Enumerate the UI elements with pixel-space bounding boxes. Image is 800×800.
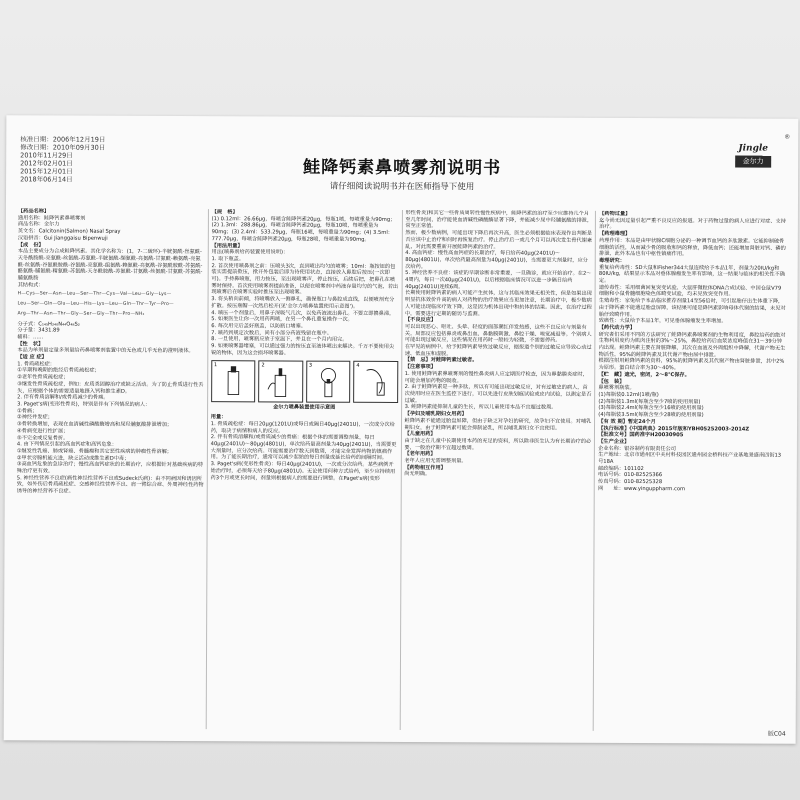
section-heading: 【禁 忌】对鲑降钙素过敏者。 bbox=[404, 357, 478, 364]
body-paragraph: 3. Paget's病(变形性骨炎)：每日40μg(2401U)，一次或分次给药。某些病例开始治疗时，必须每天给予80μg(4801U)。无论使用何种方式给药，至少应持续用药3个月或更长时间，剂量则根据病人的需要进行调整。在Paget's病(变形 bbox=[210, 461, 396, 482]
spray-device-icon bbox=[259, 362, 302, 402]
body-paragraph: 遗传毒性：采用细菌回复突变试验、大鼠肝微粒体DNA合成试验、中国仓鼠V79细胞和小鼠骨髓细胞染色体畸变试验，均未见致突变作用。 bbox=[598, 284, 782, 298]
body-paragraph: 本品为单剂量定量多剂量给药鼻喷雾剂装置中的无色或几乎无色的澄明液体。 bbox=[17, 347, 194, 355]
body-paragraph: 长期使用鲑降钙素的病人可能产生抗体，这与其临床效果无相关性，但是如果出现明显抗体效价升高的病人对药物的治疗效果应当更加注意，长期治疗中，极少数病人可能出现临床疗效下降，这是因为机体出现中和抗体的结果。因此，在治疗过程中，需要进行定期的随访与监测。 bbox=[404, 290, 592, 317]
content-columns bbox=[13, 208, 789, 731]
body-paragraph: 2. 伴有骨质溶解和/或骨质减少的骨痛：根据个体的需要调整剂量，每日40μg(2401U)～80μg(4801U)，单次给药量高剂量为40μg(2401U)，当需要更大剂量时，应分次给药。可能需要治疗数天到数周，才能完全发挥药物的镇痛作用。为了能长期治疗，通常可以减少起始的每日剂量或延长给药的间隔时间。 bbox=[210, 434, 397, 462]
body-paragraph: 5. 神经营养不良症：该症的早期诊断非常重要，一旦确诊，就应开始治疗。在2～4周内，每日一次40μg(2401U)，以后根据临床情况可以进一步隔日给药40μg(2401U)连续6周。 bbox=[405, 270, 592, 291]
nasal-spray-usage-figure bbox=[211, 361, 398, 404]
body-paragraph: 鲑降钙素不能通过胎盘屏障，但由于缺乏对孕妇的研究，故孕妇不宜使用。对哺乳期妇女，由于鲑降钙素可能会抑制泌乳，所以哺乳期妇女不宜使用。 bbox=[404, 417, 592, 432]
body-paragraph: ③继发性骨质疏松症，例如：皮质类固醇治疗或缺乏活动。为了防止骨质进行性丢失，应根据个体的需要适量地摄入钙和维生素D。 bbox=[17, 381, 204, 395]
revision-date: 2010年11月29日 bbox=[20, 151, 73, 160]
section-heading: 毒理研究： bbox=[598, 257, 625, 264]
body-paragraph: (1)每瓶装0.12ml(1喷/瓶) bbox=[598, 391, 659, 399]
section-heading: 【贮 藏】遮光，密闭，2～8℃保存。 bbox=[598, 371, 690, 379]
amino-acid-sequence: Arg—Thr—Asn—Thr—Gly—Ser—Gly—Thr—Pro—NH₂ bbox=[17, 311, 145, 317]
section-heading: 【儿童用药】 bbox=[404, 431, 436, 438]
body-paragraph: 分子式：C₁₄₅H₂₄₀N₄₄O₄₈S₂ bbox=[17, 320, 80, 328]
column-2 bbox=[206, 209, 402, 730]
spray-device-icon bbox=[212, 362, 255, 402]
body-paragraph: 鼻喷雾剂瓶装。 bbox=[598, 385, 635, 392]
body-paragraph: 可以出现恶心、呕吐、头晕、轻度的面部潮红伴发热感，这些不良反应与剂量有关。局部反应包括鼻炎或鼻出血、鼻黏膜刺激、鼻腔干燥、嗅觉减退等。个别病人可能出现过敏反应，这些情况在用药时一般较为轻微，不需要停药。 bbox=[404, 323, 592, 345]
body-paragraph: ①骨痛； bbox=[17, 408, 38, 415]
revision-date: 核准日期：2006年12月19日 bbox=[20, 135, 106, 144]
section-heading: 【包 装】 bbox=[598, 378, 625, 385]
section-heading: 【性 状】 bbox=[17, 340, 44, 348]
document-subtitle: 请仔细阅读说明书并在医师指导下使用 bbox=[329, 181, 475, 193]
body-paragraph: 药理作用：本品是由甲状腺C细胞分泌的一种调节血钙的多肽激素。它能抑制破骨细胞的活性，从而减少骨的吸收和钙的释放，降低血钙；还能增加肾脏对钙、磷的排泄，此外本品也有中枢性镇痛作用。 bbox=[599, 237, 786, 258]
body-paragraph: ④骨病变进行性扩展； bbox=[16, 428, 69, 435]
figure-step-number: 2 bbox=[261, 362, 265, 369]
section-heading: 【药品名称】 bbox=[17, 208, 50, 215]
figure-step-2 bbox=[258, 361, 303, 403]
section-heading: 【批准文号】国药准字H20030905 bbox=[598, 432, 684, 439]
section-heading: 【生产企业】 bbox=[598, 438, 630, 445]
body-paragraph: 形性骨炎)和其它一些骨质周转性慢性疾病中，鲑降钙素的治疗至少应维持几个月至几年时间，治疗能使血清碱性磷酸酶显著下降，并能减少尿中羟脯氨酸的排泄，常至正常值。 bbox=[405, 210, 593, 230]
body-paragraph: 电话号码：010-82525366 bbox=[598, 472, 663, 479]
body-paragraph: (2)每瓶装1.3ml(每瓶含至少7喷的使用剂量) bbox=[598, 398, 701, 405]
figure-step-number: 3 bbox=[308, 363, 313, 370]
body-paragraph: 3. 鲑降钙素能抑制儿童的生长，所以儿童使用本品不宜超过数周。 bbox=[404, 404, 557, 412]
amino-acid-sequence: Leu—Ser—Gln—Glu—Leu—His—Lys—Leu—Gln—Thr—Tyr—Pro— bbox=[17, 301, 174, 308]
spray-device-icon bbox=[354, 362, 397, 402]
page-code: 版C04 bbox=[767, 730, 786, 738]
body-paragraph: ③骨转换增加，表现在血清碱性磷酸酶增高和尿羟脯氨酸排泄增加； bbox=[17, 421, 173, 429]
body-paragraph: 其结构式： bbox=[17, 282, 44, 289]
section-heading: 【有 效 期】暂定24个月 bbox=[598, 418, 656, 425]
section-heading: 【执行标准】《中国药典》2015年版和YBH05252003-2014Z bbox=[598, 425, 750, 433]
body-paragraph: ②神经并发症； bbox=[17, 414, 53, 421]
body-paragraph: 企业名称：银谷制药有限责任公司 bbox=[598, 445, 677, 452]
body-paragraph: 1. 骨质疏松症：每日20μg(1201U)或每日或隔日40μg(2401U)，一次或分次给药，取决于病情和病人的反应。 bbox=[210, 421, 395, 435]
section-heading: 【注意事项】 bbox=[404, 364, 436, 371]
body-paragraph: 尚无明确。 bbox=[404, 471, 431, 478]
section-heading: 【不良反应】 bbox=[404, 317, 437, 324]
body-paragraph: 网 址：www.yinguppharm.com bbox=[597, 485, 686, 493]
body-paragraph: 通用名称：鲑降钙素鼻喷雾剂 bbox=[17, 215, 86, 222]
body-paragraph: ②甲状旁腺机能亢进，缺乏活动或维生素D中毒； bbox=[16, 454, 130, 462]
body-paragraph: 研究者们采用不同的方法研究了鲑降钙素鼻喷雾剂的生物利用度，鼻腔给药的绝对生物利用度约为肌肉注射的3%～25%，鼻腔给药后血浆浓度峰值在31～39分钟内出现。鲑降钙素主要在肾脏降解，其次在血液及外周组织中降解，代谢产物无生物活性，95%的鲑降钙素及其代谢产物由尿中排泄。 bbox=[598, 331, 786, 359]
leaflet-paper bbox=[4, 115, 799, 743]
body-paragraph: (4)每瓶装3.5ml(每瓶含至少28喷的使用剂量) bbox=[598, 411, 704, 419]
figure-caption: 金尔力喷鼻装置使用示意图 bbox=[273, 404, 336, 412]
section-heading: 【药理毒理】 bbox=[599, 230, 631, 238]
body-paragraph: 分子量：3431.89 bbox=[17, 327, 60, 334]
body-paragraph: 英文名：Calcitonin(Salmon) Nasal Spray bbox=[17, 228, 121, 235]
body-paragraph: ①继发性乳癌、肺或肾癌、骨髓瘤和其它恶性疾病的肿瘤性骨溶解； bbox=[16, 448, 173, 455]
logo-chinese: 金尔力 bbox=[735, 155, 771, 167]
body-paragraph: 在罕见的病例中，给予鲑降钙素导致过敏反应，据报道个别的过敏反应导致心动过速、低血压和虚脱。 bbox=[404, 344, 592, 357]
body-paragraph: 9. 如果喷雾器堵塞，可以通过强力的按压直至液体喷出来解决。千万不要使用尖锐的物体，因为这会损坏喷雾器。 bbox=[211, 343, 395, 357]
body-paragraph: ②老年性骨质疏松症； bbox=[17, 374, 69, 381]
amino-acid-sequence: H—Cys—Ser—Asn—Leu—Ser—Thr—Cys—Val—Leu—Gly—Lys— bbox=[17, 291, 172, 298]
revision-date: 2012年02月01日 bbox=[20, 159, 73, 168]
body-paragraph: 用法(喷鼻剂给药装置使用说明)： bbox=[211, 249, 289, 256]
body-paragraph: (1) 0.12ml：26.66μg，每喷含鲑降钙素20μg，每瓶1喷，每喷重量为90mg；(2) 1.3ml：288.86μg，每喷含鲑降钙素20μg，每瓶10喷，每喷重量为90mg；(3) 2.4ml：533.29μg，每瓶16喷，每喷重量为90mg；(4) 3.5ml：777.70μg，每喷含鲑降钙素20μg，每瓶28喷，每喷重量为90mg。 bbox=[211, 215, 396, 243]
body-paragraph: 7. 喷药到规定次数后，尚有小部分药液残留在瓶中。 bbox=[211, 329, 332, 337]
body-paragraph: 1. 骨质疏松症： bbox=[17, 361, 56, 368]
body-paragraph: 3. 将头稍向前倾，将喷嘴放入一侧鼻孔，确保瓶口与鼻腔成直线，以便喷剂充分扩散。按压瓶帽一次然后松开(见'金尔力喷鼻装置使用示意图')。 bbox=[211, 296, 395, 310]
body-paragraph: 然而，极少数病例，可能出现下降后再次升高，医生必须根据临床表现作出判断是否应该中止治疗和何时再恢复治疗。停止治疗后一或几个月可以再次发生骨代谢紊乱，对此需要重新开展鲑降钙素的治疗。 bbox=[405, 230, 593, 250]
section-heading: 【规 格】 bbox=[211, 209, 238, 216]
body-paragraph: 4. 高血钙症：慢性高血钙症的长期治疗，每日给药40μg(2401U)～80μg(4801U)，单次给药最高剂量为40μg(2401U)，当需要更大剂量时，应分次给药。 bbox=[405, 250, 588, 270]
body-paragraph: 生产地址：北京市通州区中关村科技园区通州园金桥科技产业基地景盛南四街13号18A bbox=[598, 452, 782, 465]
body-paragraph: 2. 首次使用喷鼻剂之前：压喷头3次，直到喷出均匀的喷雾；10ml：瓶按钮的包装实需提前揿压，揿开外包装后即为待使用状态，直接放入鼻腔后按压(一次即可)。手持鼻喷瓶，用力按压，至出现喷雾声，停止按压，后续后把，把鼻孔在喷雾时保持。首次使用喷雾剂提前准备，以便在喷雾剂中药液存量均匀的气泡，若出现喷雾后在喷雾实验时推压至出现喷雾。 bbox=[211, 262, 399, 297]
body-paragraph: 1. 取下瓶盖。 bbox=[211, 256, 245, 263]
body-paragraph: 商品名称：金尔力 bbox=[17, 221, 60, 228]
section-heading: 【药代动力学】 bbox=[598, 324, 636, 331]
body-paragraph: 重复给药毒性：SD大鼠和Fisher344大鼠连续给予本品1年，剂量为20IU/kg和80IU/kg，结果显示本品对垂体腺瘤发生率有影响，这一结果与临床的相关性不确定。 bbox=[598, 264, 785, 284]
column-3 bbox=[400, 210, 596, 731]
logo-english: Jingle bbox=[738, 143, 769, 154]
column-4 bbox=[594, 211, 789, 732]
body-paragraph: 1. 使用鲑降钙素鼻喷雾剂的慢性鼻炎病人应定期医疗检查，因为鼻黏膜炎症时，可能会增加药物的吸收。 bbox=[404, 370, 588, 384]
body-paragraph: 4. 由下列情况引起的高血钙症和高钙危象： bbox=[16, 441, 117, 448]
body-paragraph: 根据注射用鲑降钙素的资料，95%的鲑降钙素及其代谢产物由肾脏排泄，其中2%为原形。蛋白结合率为30～40%。 bbox=[598, 358, 785, 372]
body-paragraph: 8. 一旦使用，喷雾瓶应放于室温下，并且在一个月内用完。 bbox=[211, 336, 348, 344]
body-paragraph: 3. Paget's病(变形性骨炎)，特别是伴有下列情况的病人： bbox=[17, 401, 151, 408]
body-paragraph: 2. 伴有骨质溶解和/或骨质减少的骨痛。 bbox=[17, 394, 109, 402]
section-heading: 【用法用量】 bbox=[211, 242, 243, 249]
body-paragraph: 5. 神经性营养不良症(痛性神经性营养不良或Sudeck氏病)：由不同病因和诱因所致，如外伤后骨质疏松症、交感神经性营养不良、肩一臂综合症、外周神经性药物诱导的神经营养不良症。 bbox=[16, 475, 204, 495]
body-paragraph: 汉语拼音：Gui Jianggaisu Bipenwuji bbox=[17, 235, 108, 242]
revision-date: 修改日期：2010年09月30日 bbox=[20, 143, 106, 152]
section-heading: 【成 份】 bbox=[17, 241, 44, 248]
body-paragraph: 6. 每次用完后盖好瓶盖，以防瓶口堵塞。 bbox=[211, 323, 307, 330]
revision-date: 2015年12月01日 bbox=[20, 167, 73, 176]
body-paragraph: 邮政编码：101102 bbox=[598, 465, 644, 472]
section-heading: 【孕妇及哺乳期妇女用药】 bbox=[404, 411, 467, 418]
body-paragraph: (3)每瓶装2.4ml(每瓶含至少16喷的使用剂量) bbox=[598, 405, 704, 412]
body-paragraph: 5. 如果医生让你一次用药两喷，在另一个鼻孔重复操作一次。 bbox=[211, 316, 353, 324]
section-heading: 【适 应 症】 bbox=[17, 354, 47, 361]
body-paragraph: ⑤不完全或反复骨折。 bbox=[16, 434, 69, 442]
spray-device-icon bbox=[307, 362, 350, 402]
document-title: 鲑降钙素鼻喷雾剂说明书 bbox=[303, 157, 502, 179]
figure-step-number: 1 bbox=[214, 362, 218, 369]
body-paragraph: 辅料：…… bbox=[17, 334, 44, 341]
body-paragraph: 本品主要成分为合成鲑降钙素。其化学名称为：(1，7-二硫环)-半胱氨酰-丝氨酰-天冬酰胺酰-亮氨酰-丝氨酰-苏氨酰-半胱氨酰-缬氨酰-亮氨酰-甘氨酰-赖氨酰-亮氨酰-丝氨酰-谷氨酰胺酰-谷氨酰-亮氨酰-组氨酰-赖氨酰-亮氨酰-谷氨酰胺酰-苏氨酰-酪氨酰-脯氨酰-精氨酰-苏氨酰-天冬酰胺酰-苏氨酰-甘氨酰-丝氨酰-甘氨酰-苏氨酰-脯氨酰胺 bbox=[17, 248, 203, 282]
section-heading: 【药物相互作用】 bbox=[404, 464, 446, 471]
body-paragraph: 老年人应用无需调整剂量。 bbox=[404, 458, 467, 465]
body-paragraph: 生殖毒性：家兔给予本品临床推荐剂量14至56倍时，可引起胎仔出生体重下降，由于降钙素不能通过胎盘屏障，该结果可能是降钙素影响母体代谢的结果，未见对胎仔致畸作用。 bbox=[598, 298, 786, 318]
body-paragraph: 4. 喷压一个剂量后，用鼻子深吸气几次，以免药液流出鼻孔。不要立即擤鼻涕。 bbox=[211, 309, 395, 317]
body-paragraph: 2. 由于鲑降钙素是一种多肽，所以有可能出现过敏反应，对有过敏史的病人，首次使用时应在医生监控下进行，可以先进行皮肤划痕试验或皮内试验，以测定是否过敏。 bbox=[404, 384, 592, 404]
section-heading: 【药物过量】 bbox=[599, 210, 631, 217]
figure-step-1 bbox=[211, 361, 256, 403]
registered-mark: ® bbox=[784, 133, 791, 141]
body-paragraph: 传真号码：010-82525328 bbox=[598, 478, 663, 486]
body-paragraph: ③高血钙危象的急诊治疗；慢性高血钙症状的长期治疗，应根据针对基础疾病的特殊治疗更有效。 bbox=[16, 461, 204, 475]
figure-step-4 bbox=[353, 361, 398, 403]
section-heading: 用量： bbox=[210, 414, 227, 421]
body-paragraph: 致癌性：大鼠给予本品1年，可见垂体腺瘤发生率增加。 bbox=[598, 318, 727, 325]
column-1 bbox=[13, 208, 209, 729]
body-paragraph: 由于缺乏在儿童中长期使用本药的充足的资料，所以除非医生认为有长期治疗的必要，一般治疗期不宜超过数周。 bbox=[404, 437, 592, 451]
section-heading: 【老年用药】 bbox=[404, 451, 436, 458]
body-paragraph: ①早期和晚期的绝经后骨质疏松症； bbox=[17, 367, 100, 375]
revision-date: 2018年06月14日 bbox=[20, 175, 73, 184]
figure-step-number: 4 bbox=[356, 363, 360, 370]
body-paragraph: 迄今尚无因过量引起严重不良反应的报道。对于药物过量的病人应进行对症、支持治疗。 bbox=[599, 217, 786, 231]
figure-step-3 bbox=[306, 361, 351, 403]
